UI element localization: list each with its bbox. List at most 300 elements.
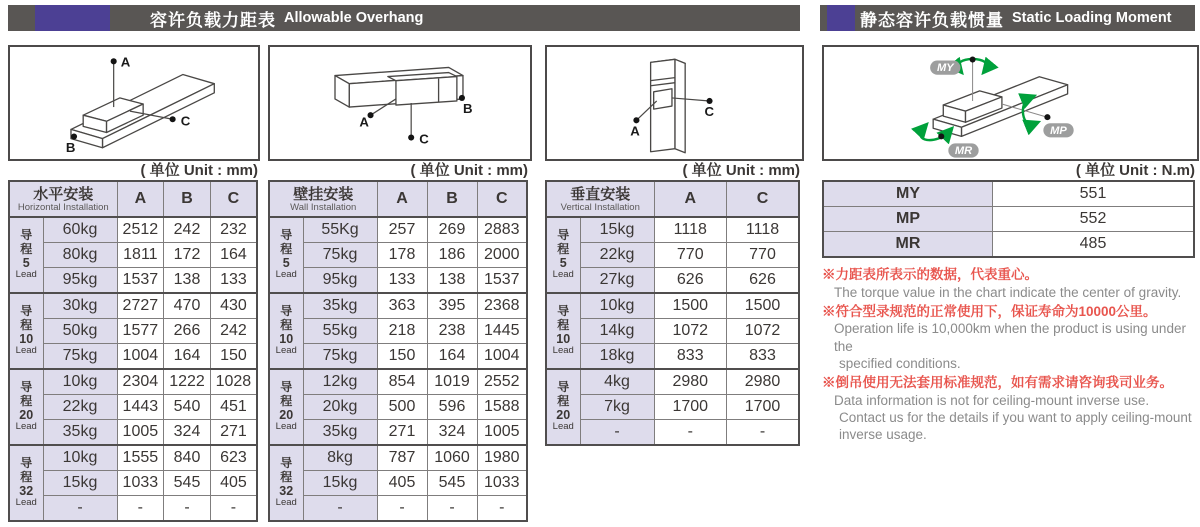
- lead-group-label: [269, 293, 303, 369]
- point-label-c: C: [419, 131, 429, 147]
- value-cell: 1072: [654, 319, 727, 344]
- lead-zh-char: 导: [280, 228, 293, 243]
- mp-badge-label: MP: [1050, 124, 1067, 137]
- note-en-line: Contact us for the details if you want to apply ceiling-mount: [839, 409, 1192, 425]
- lead-number: 5: [22, 255, 30, 270]
- point-label-a: A: [630, 123, 640, 139]
- load-cell: 15kg: [303, 471, 377, 496]
- lead-en: Lead: [552, 269, 574, 281]
- table-title-en: Horizontal Installation: [17, 201, 109, 213]
- load-cell: 35kg: [303, 420, 377, 446]
- load-cell: 75kg: [43, 344, 117, 370]
- value-cell: 787: [377, 445, 427, 471]
- moment-label: MY: [823, 181, 993, 207]
- lead-en: Lead: [275, 421, 297, 433]
- lead-zh-char: 导: [557, 304, 570, 319]
- point-label-b: B: [65, 139, 76, 155]
- table-row: [269, 496, 527, 522]
- moment-value: 485: [993, 232, 1195, 258]
- value-cell: -: [164, 496, 211, 522]
- lead-zh-char: 程: [557, 317, 570, 332]
- table-row: [546, 268, 799, 294]
- moment-value: 552: [993, 207, 1195, 232]
- table-row: [9, 344, 257, 370]
- lead-number: 10: [279, 331, 294, 346]
- table-row: [269, 344, 527, 370]
- value-cell: 138: [164, 268, 211, 294]
- lead-zh-char: 程: [557, 241, 570, 256]
- note-zh-line: ※力距表所表示的数据，代表重心。: [822, 267, 1038, 282]
- lead-zh-char: 程: [280, 393, 293, 408]
- lead-number: 10: [556, 331, 571, 346]
- value-cell: 1500: [654, 293, 727, 319]
- load-cell: 20kg: [303, 395, 377, 420]
- load-cell: -: [580, 420, 654, 446]
- table-row: [546, 293, 799, 319]
- value-cell: 1500: [727, 293, 800, 319]
- value-cell: -: [727, 420, 800, 446]
- note-zh-line: ※倒吊使用无法套用标准规范，如有需求请咨询我司业务。: [822, 375, 1173, 391]
- value-cell: 1118: [727, 217, 800, 243]
- table-row: [9, 471, 257, 496]
- lead-zh-char: 导: [280, 456, 293, 471]
- note-en-line: inverse usage.: [839, 427, 927, 443]
- lead-zh-char: 导: [557, 380, 570, 395]
- unit-label-mm: ( 单位 Unit : mm): [682, 162, 800, 179]
- my-axis-dot: [970, 57, 976, 63]
- value-cell: 363: [377, 293, 427, 319]
- value-cell: 1005: [117, 420, 164, 446]
- moment-table: [822, 180, 1195, 258]
- lead-en: Lead: [15, 497, 37, 509]
- load-cell: 30kg: [43, 293, 117, 319]
- value-cell: 1537: [117, 268, 164, 294]
- lead-group-label: [269, 445, 303, 521]
- point-b-dot: [459, 95, 465, 101]
- section-header-static-loading-moment: [820, 5, 1195, 31]
- table-row: [9, 445, 257, 471]
- note-en-line: Data information is not for ceiling-mount inverse use.: [834, 392, 1150, 408]
- horizontal-install-diagram: [8, 45, 260, 161]
- horizontal-install-drawing: [10, 47, 258, 159]
- load-cell: 22kg: [43, 395, 117, 420]
- lead-zh-char: 导: [280, 380, 293, 395]
- value-cell: 405: [377, 471, 427, 496]
- point-a-dot: [633, 117, 639, 123]
- lead-number: 20: [19, 407, 34, 422]
- lead-zh-char: 程: [20, 241, 33, 256]
- table-row: [9, 243, 257, 268]
- load-cell: 12kg: [303, 369, 377, 395]
- load-cell: 95kg: [43, 268, 117, 294]
- mr-badge: [948, 143, 978, 157]
- unit-label-mm: ( 单位 Unit : mm): [410, 162, 528, 179]
- load-cell: 10kg: [43, 445, 117, 471]
- point-label-c: C: [180, 113, 191, 129]
- moment-row: [823, 207, 1194, 232]
- load-cell: -: [43, 496, 117, 522]
- point-label-c: C: [704, 104, 715, 120]
- section-header-allowable-overhang: [8, 5, 800, 31]
- value-cell: 164: [164, 344, 211, 370]
- value-cell: 1700: [654, 395, 727, 420]
- lead-zh-char: 程: [557, 393, 570, 408]
- table-row: [269, 471, 527, 496]
- value-cell: 1222: [164, 369, 211, 395]
- vertical-install-table: [545, 180, 800, 446]
- load-cell: 27kg: [580, 268, 654, 294]
- value-cell: 150: [210, 344, 257, 370]
- table-row: [269, 217, 527, 243]
- value-cell: 138: [427, 268, 477, 294]
- note-en-line: specified conditions.: [839, 355, 961, 371]
- value-cell: -: [477, 496, 527, 522]
- value-cell: 324: [164, 420, 211, 446]
- column-header: A: [117, 181, 164, 217]
- column-header: A: [377, 181, 427, 217]
- rail-beam-drawing: [335, 67, 463, 107]
- value-cell: 2883: [477, 217, 527, 243]
- lead-zh-char: 导: [20, 228, 33, 243]
- wall-install-drawing: [270, 47, 530, 159]
- value-cell: -: [654, 420, 727, 446]
- table-row: [269, 268, 527, 294]
- lead-zh-char: 程: [280, 241, 293, 256]
- value-cell: 178: [377, 243, 427, 268]
- point-c-dot: [170, 116, 176, 122]
- unit-label-nm: ( 单位 Unit : N.m): [1075, 162, 1195, 179]
- value-cell: 232: [210, 217, 257, 243]
- table-row: [546, 369, 799, 395]
- point-a-dot: [111, 58, 117, 64]
- lead-number: 32: [19, 483, 34, 498]
- value-cell: 1019: [427, 369, 477, 395]
- table-row: [269, 395, 527, 420]
- mr-axis-dot: [938, 133, 944, 139]
- value-cell: 1004: [117, 344, 164, 370]
- value-cell: 545: [427, 471, 477, 496]
- load-cell: 18kg: [580, 344, 654, 370]
- table-title-zh: 壁挂安装: [293, 185, 354, 203]
- value-cell: 1028: [210, 369, 257, 395]
- table-title-en: Wall Installation: [290, 201, 357, 213]
- load-table: [545, 180, 800, 446]
- value-cell: 2980: [727, 369, 800, 395]
- lead-group-label: [546, 293, 580, 369]
- wall-install-table: [268, 180, 528, 522]
- load-cell: 4kg: [580, 369, 654, 395]
- table-header-row: [546, 181, 799, 217]
- load-cell: 15kg: [43, 471, 117, 496]
- load-cell: 14kg: [580, 319, 654, 344]
- vertical-install-diagram: [545, 45, 804, 161]
- lead-group-label: [9, 369, 43, 445]
- mr-badge-label: MR: [954, 145, 973, 158]
- section-title-zh: 静态容许负载惯量: [860, 10, 1004, 30]
- load-cell: 7kg: [580, 395, 654, 420]
- table-title: [9, 181, 117, 217]
- value-cell: 324: [427, 420, 477, 446]
- value-cell: 2000: [477, 243, 527, 268]
- lead-group-label: [9, 293, 43, 369]
- lead-group-label: [546, 369, 580, 445]
- section-title-en: Allowable Overhang: [284, 10, 424, 26]
- value-cell: -: [377, 496, 427, 522]
- lead-en: Lead: [552, 345, 574, 357]
- value-cell: 1811: [117, 243, 164, 268]
- moment-diagram: [822, 45, 1199, 161]
- value-cell: 854: [377, 369, 427, 395]
- load-cell: 75kg: [303, 344, 377, 370]
- table-row: [9, 369, 257, 395]
- lead-zh-char: 导: [20, 380, 33, 395]
- column-header: C: [477, 181, 527, 217]
- lead-zh-char: 导: [557, 228, 570, 243]
- value-cell: 2368: [477, 293, 527, 319]
- value-cell: 2980: [654, 369, 727, 395]
- value-cell: 269: [427, 217, 477, 243]
- moment-label: MR: [823, 232, 993, 258]
- point-b-dot: [71, 133, 77, 139]
- value-cell: 770: [727, 243, 800, 268]
- value-cell: 2512: [117, 217, 164, 243]
- table-row: [9, 268, 257, 294]
- value-cell: 172: [164, 243, 211, 268]
- load-cell: 75kg: [303, 243, 377, 268]
- value-cell: 266: [164, 319, 211, 344]
- purple-accent-square: [35, 5, 110, 31]
- column-header: A: [654, 181, 727, 217]
- lead-group-label: [546, 217, 580, 293]
- lead-number: 5: [282, 255, 290, 270]
- load-cell: 10kg: [43, 369, 117, 395]
- load-cell: 60kg: [43, 217, 117, 243]
- value-cell: 1443: [117, 395, 164, 420]
- lead-group-label: [269, 369, 303, 445]
- value-cell: 218: [377, 319, 427, 344]
- column-header: C: [727, 181, 800, 217]
- value-cell: 833: [654, 344, 727, 370]
- value-cell: 1588: [477, 395, 527, 420]
- rail-beam-drawing: [651, 59, 686, 152]
- table-row: [9, 217, 257, 243]
- value-cell: 1577: [117, 319, 164, 344]
- value-cell: 770: [654, 243, 727, 268]
- lead-en: Lead: [15, 345, 37, 357]
- value-cell: 451: [210, 395, 257, 420]
- note-item: [822, 266, 1200, 301]
- value-cell: 271: [377, 420, 427, 446]
- value-cell: 1060: [427, 445, 477, 471]
- note-en-line: Operation life is 10,000km when the product is using under the: [834, 321, 1186, 354]
- value-cell: 500: [377, 395, 427, 420]
- my-badge: [930, 61, 960, 75]
- load-table: [268, 180, 528, 522]
- value-cell: 1445: [477, 319, 527, 344]
- value-cell: 1072: [727, 319, 800, 344]
- note-item: [822, 374, 1200, 443]
- horizontal-install-table: [8, 180, 258, 522]
- value-cell: 1537: [477, 268, 527, 294]
- moment-table-wrap: [822, 180, 1195, 258]
- value-cell: 2727: [117, 293, 164, 319]
- value-cell: 430: [210, 293, 257, 319]
- value-cell: 271: [210, 420, 257, 446]
- table-row: [546, 217, 799, 243]
- table-row: [269, 445, 527, 471]
- point-label-b: B: [462, 101, 473, 117]
- table-row: [269, 319, 527, 344]
- vertical-install-drawing: [547, 47, 802, 159]
- column-header: B: [164, 181, 211, 217]
- value-cell: 626: [727, 268, 800, 294]
- value-cell: 1033: [117, 471, 164, 496]
- value-cell: 164: [210, 243, 257, 268]
- moment-label: MP: [823, 207, 993, 232]
- point-label-a: A: [120, 54, 131, 70]
- table-row: [9, 319, 257, 344]
- value-cell: 186: [427, 243, 477, 268]
- section-title-zh: 容许负载力距表: [150, 10, 276, 30]
- lead-number: 5: [559, 255, 567, 270]
- load-cell: 55Kg: [303, 217, 377, 243]
- load-cell: 80kg: [43, 243, 117, 268]
- table-title-zh: 垂直安装: [570, 185, 631, 203]
- value-cell: -: [427, 496, 477, 522]
- value-cell: 133: [210, 268, 257, 294]
- rail-beam-drawing: [71, 75, 214, 148]
- mp-badge: [1043, 123, 1073, 137]
- value-cell: 596: [427, 395, 477, 420]
- lead-number: 32: [279, 483, 294, 498]
- value-cell: 257: [377, 217, 427, 243]
- unit-label-mm: ( 单位 Unit : mm): [140, 162, 258, 179]
- value-cell: 2552: [477, 369, 527, 395]
- value-cell: 623: [210, 445, 257, 471]
- value-cell: 133: [377, 268, 427, 294]
- table-row: [269, 420, 527, 446]
- table-header-row: [9, 181, 257, 217]
- load-cell: 35kg: [303, 293, 377, 319]
- load-cell: 55kg: [303, 319, 377, 344]
- value-cell: 150: [377, 344, 427, 370]
- moment-row: [823, 181, 1194, 207]
- value-cell: 1555: [117, 445, 164, 471]
- value-cell: 540: [164, 395, 211, 420]
- table-title-en: Vertical Installation: [560, 201, 640, 213]
- value-cell: 405: [210, 471, 257, 496]
- lead-zh-char: 导: [280, 304, 293, 319]
- table-row: [9, 293, 257, 319]
- value-cell: 470: [164, 293, 211, 319]
- value-cell: 242: [164, 217, 211, 243]
- table-row: [546, 395, 799, 420]
- lead-en: Lead: [15, 269, 37, 281]
- value-cell: 164: [427, 344, 477, 370]
- lead-zh-char: 程: [280, 469, 293, 484]
- table-title: [546, 181, 654, 217]
- notes-block: [822, 264, 1200, 445]
- value-cell: 395: [427, 293, 477, 319]
- load-cell: 22kg: [580, 243, 654, 268]
- lead-zh-char: 程: [20, 317, 33, 332]
- load-table: [8, 180, 258, 522]
- point-c-dot: [408, 134, 414, 140]
- lead-zh-char: 程: [20, 393, 33, 408]
- lead-number: 20: [279, 407, 294, 422]
- value-cell: 840: [164, 445, 211, 471]
- load-cell: 8kg: [303, 445, 377, 471]
- value-cell: 1004: [477, 344, 527, 370]
- moment-value: 551: [993, 181, 1195, 207]
- value-cell: 1033: [477, 471, 527, 496]
- table-header-row: [269, 181, 527, 217]
- point-label-a: A: [359, 114, 369, 130]
- value-cell: 545: [164, 471, 211, 496]
- moment-row: [823, 232, 1194, 258]
- lead-en: Lead: [275, 269, 297, 281]
- lead-en: Lead: [552, 421, 574, 433]
- table-row: [546, 243, 799, 268]
- value-cell: 238: [427, 319, 477, 344]
- table-row: [269, 293, 527, 319]
- section-title-en: Static Loading Moment: [1012, 10, 1172, 26]
- table-row: [269, 243, 527, 268]
- load-cell: 95kg: [303, 268, 377, 294]
- point-c-dot: [707, 98, 713, 104]
- value-cell: 1700: [727, 395, 800, 420]
- lead-zh-char: 程: [280, 317, 293, 332]
- value-cell: 1118: [654, 217, 727, 243]
- load-cell: 50kg: [43, 319, 117, 344]
- lead-en: Lead: [15, 421, 37, 433]
- my-badge-label: MY: [936, 62, 954, 75]
- lead-en: Lead: [275, 345, 297, 357]
- lead-en: Lead: [275, 497, 297, 509]
- table-row: [9, 395, 257, 420]
- lead-number: 10: [19, 331, 34, 346]
- note-item: [822, 303, 1200, 372]
- wall-install-diagram: [268, 45, 532, 161]
- lead-group-label: [9, 445, 43, 521]
- value-cell: 833: [727, 344, 800, 370]
- mp-axis-dot: [1044, 114, 1050, 120]
- value-cell: 1980: [477, 445, 527, 471]
- table-title-zh: 水平安装: [33, 185, 94, 203]
- lead-zh-char: 导: [20, 456, 33, 471]
- lead-group-label: [9, 217, 43, 293]
- table-row: [546, 344, 799, 370]
- table-row: [9, 496, 257, 522]
- note-zh-line: ※符合型录规范的正常使用下，保证寿命为10000公里。: [822, 303, 1157, 319]
- load-cell: -: [303, 496, 377, 522]
- note-en-line: The torque value in the chart indicate the center of gravity.: [834, 284, 1182, 300]
- lead-zh-char: 程: [20, 469, 33, 484]
- table-row: [546, 319, 799, 344]
- value-cell: -: [117, 496, 164, 522]
- column-header: C: [210, 181, 257, 217]
- table-row: [546, 420, 799, 446]
- value-cell: -: [210, 496, 257, 522]
- table-title: [269, 181, 377, 217]
- load-cell: 35kg: [43, 420, 117, 446]
- load-cell: 10kg: [580, 293, 654, 319]
- table-row: [269, 369, 527, 395]
- purple-accent-square: [827, 5, 855, 31]
- lead-number: 20: [556, 407, 571, 422]
- value-cell: 242: [210, 319, 257, 344]
- column-header: B: [427, 181, 477, 217]
